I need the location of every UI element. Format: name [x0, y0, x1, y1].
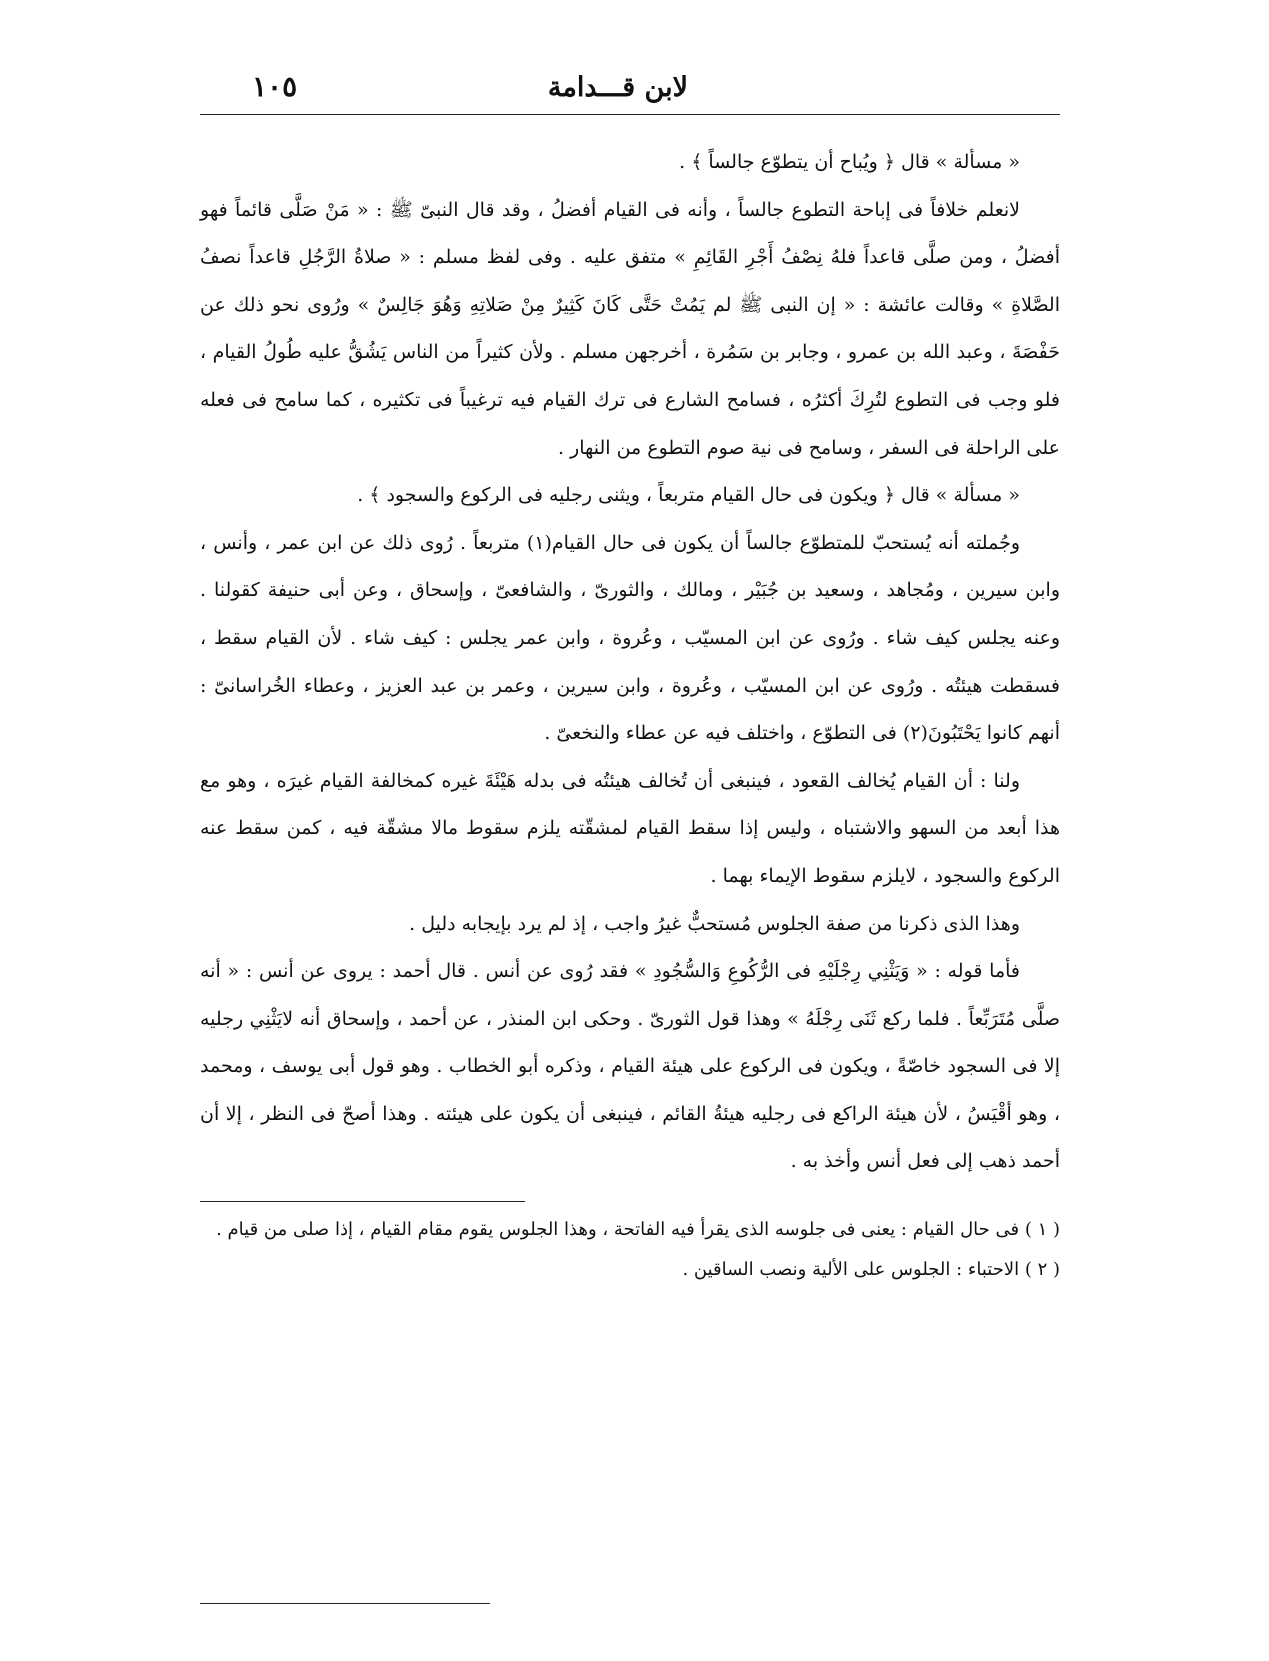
- paragraph-commentary-3: ولنا : أن القيام يُخالف القعود ، فينبغى أن تُخالف هيئتُه فى بدله هَيْئَةَ غيره كمخالفة القيام غيرَه ، وهو مع هذا أبعد من السهو والاشتباه ، وليس إذا سقط القيام لمشقّته يلزم سقوط مالا مشقّة فيه ، كمن سقط عنه الركوع والسجود ، لايلزم سقوط الإيماء بهما .: [200, 769, 1060, 887]
- running-title: لابن قـــدامة: [547, 72, 688, 103]
- bottom-divider: [200, 1603, 490, 1604]
- running-header: [200, 62, 1060, 115]
- paragraph-commentary-5: فأما قوله : « وَيَثْنِي رِجْلَيْهِ فى الرُّكُوعِ وَالسُّجُودِ » فقد رُوى عن أنس . قال أحمد : يروى عن أنس : « أنه صلَّى مُتَرَبِّعاً . فلما ركع ثَنَى رِجْلَهُ » وهذا قول الثورىّ . وحكى ابن المنذر ، عن أحمد ، وإسحاق أنه لايَثْنِي رجليه إلا فى السجود خاصّةً ، ويكون فى الركوع على هيئة القيام ، وذكره أبو الخطاب . وهو قول أبى يوسف ، ومحمد ، وهو أقْيَسُ ، لأن هيئة الراكع فى رجليه هيئةُ القائم ، فينبغى أن يكون على هيئته . وهذا أصحّ فى النظر ، إلا أن أحمد ذهب إلى فعل أنس وأخذ به .: [200, 960, 1060, 1173]
- paragraph-commentary-2: وجُملته أنه يُستحبّ للمتطوّع جالساً أن يكون فى حال القيام(١) متربعاً . رُوى ذلك عن ابن عمر ، وأنس ، وابن سيرين ، ومُجاهد ، وسعيد بن جُبَيْر ، ومالك ، والثورىّ ، والشافعىّ ، وإسحاق ، وعن أبى حنيفة كقولنا . وعنه يجلس كيف شاء . ورُوى عن ابن المسيّب ، وعُروة ، وابن عمر يجلس : كيف شاء . لأن القيام سقط ، فسقطت هيئتُه . ورُوى عن ابن المسيّب ، وعُروة ، وابن سيرين ، وعمر بن عبد العزيز ، وعطاء الخُراسانىّ : أنهم كانوا يَحْتَبُونَ(٢) فى التطوّع ، واختلف فيه عن عطاء والنخعىّ .: [200, 531, 1061, 745]
- main-text: [200, 139, 1060, 1186]
- paragraph-commentary-1: لانعلم خلافاً فى إباحة التطوع جالساً ، وأنه فى القيام أفضلُ ، وقد قال النبىّ ﷺ : « مَنْ صَلَّى قائماً فهو أفضلُ ، ومن صلَّى قاعداً فلهُ نِصْفُ أَجْرِ القَائِمِ » متفق عليه . وفى لفظ مسلم : « صلاةُ الرَّجُلِ قاعداً نصفُ الصَّلاةِ » وقالت عائشة : « إن النبى ﷺ لم يَمُتْ حَتَّى كَانَ كَثِيرٌ مِنْ صَلاتِهِ وَهُوَ جَالِسٌ » ورُوى نحو ذلك عن حَفْصَةَ ، وعبد الله بن عمرو ، وجابر بن سَمُرة ، أخرجهن مسلم . ولأن كثيراً من الناس يَشُقُّ عليه طُولُ القيام ، فلو وجب فى التطوع لتُرِكَ أكثرُه ، فسامح الشارع فى ترك القيام فيه ترغيباً فى تكثيره ، كما سامح فى فعله على الراحلة فى السفر ، وسامح فى نية صوم التطوع من النهار .: [200, 198, 1060, 459]
- footnote-1: ( ١ ) فى حال القيام : يعنى فى جلوسه الذى يقرأ فيه الفاتحة ، وهذا الجلوس يقوم مقام القيام ، إذا صلى من قيام .: [216, 1219, 1060, 1241]
- footnotes: [200, 1212, 1060, 1288]
- page-number: ١٠٥: [252, 70, 298, 103]
- book-page: [200, 62, 1060, 1622]
- paragraph-masala-1: « مسألة » قال ﴿ ويُباح أن يتطوّع جالساً ﴾ .: [679, 151, 1020, 173]
- paragraph-commentary-4: وهذا الذى ذكرنا من صفة الجلوس مُستحبٌّ غيرُ واجب ، إذ لم يرد بإيجابه دليل .: [409, 912, 1020, 935]
- footnote-divider: [200, 1201, 525, 1202]
- footnote-2: ( ٢ ) الاحتباء : الجلوس على الألية ونصب الساقين .: [682, 1259, 1060, 1281]
- paragraph-masala-2: « مسألة » قال ﴿ ويكون فى حال القيام متربعاً ، ويثنى رجليه فى الركوع والسجود ﴾ .: [357, 484, 1020, 507]
